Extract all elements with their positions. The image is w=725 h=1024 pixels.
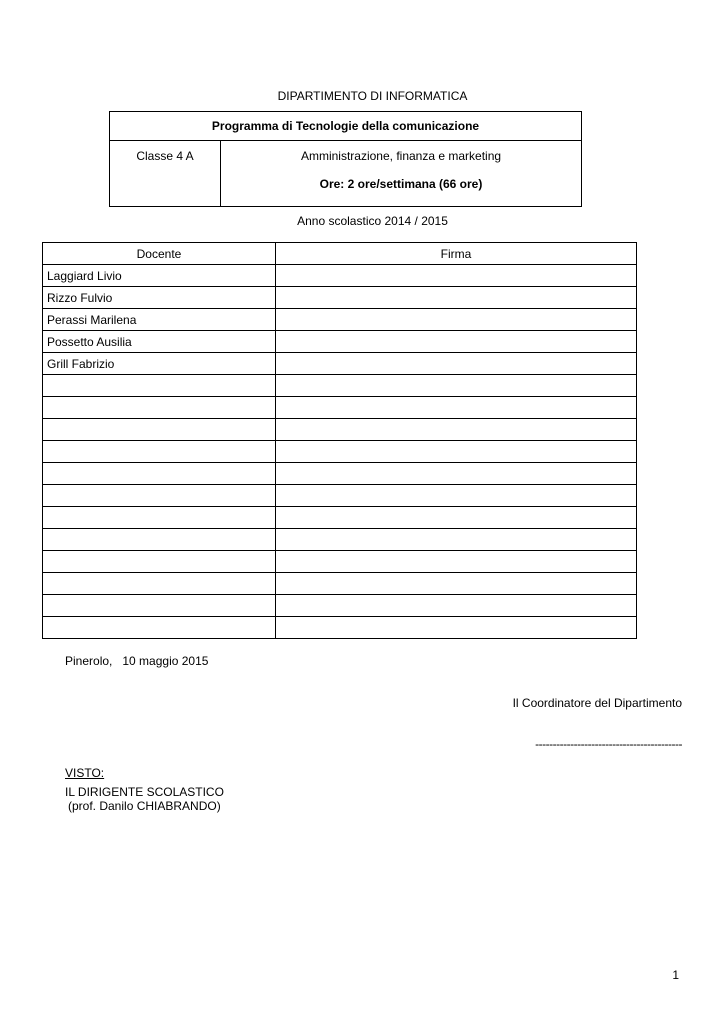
- teacher-name-cell: [43, 595, 276, 617]
- signature-cell[interactable]: [276, 309, 637, 331]
- signature-cell[interactable]: [276, 485, 637, 507]
- signature-cell[interactable]: [276, 375, 637, 397]
- header-docente: Docente: [43, 243, 276, 265]
- signature-cell[interactable]: [276, 287, 637, 309]
- table-row: [43, 375, 637, 397]
- teacher-name-cell: [43, 617, 276, 639]
- course-name: Amministrazione, finanza e marketing: [300, 149, 502, 163]
- table-row: [43, 595, 637, 617]
- school-year: Anno scolastico 2014 / 2015: [297, 214, 448, 228]
- teacher-name-cell: Perassi Marilena: [43, 309, 276, 331]
- signature-line: ------------------------------------------: [535, 737, 682, 751]
- signature-cell[interactable]: [276, 265, 637, 287]
- table-row: [43, 507, 637, 529]
- table-row: [43, 573, 637, 595]
- program-title: Programma di Tecnologie della comunicazione: [110, 112, 582, 141]
- teacher-name-cell: [43, 375, 276, 397]
- signature-cell[interactable]: [276, 529, 637, 551]
- signature-cell[interactable]: [276, 353, 637, 375]
- signature-table: [42, 242, 637, 639]
- table-row: [43, 551, 637, 573]
- teacher-name-cell: Possetto Ausilia: [43, 331, 276, 353]
- principal-name: (prof. Danilo CHIABRANDO): [68, 799, 221, 813]
- table-row: [43, 529, 637, 551]
- table-row: [43, 353, 637, 375]
- table-row: [43, 463, 637, 485]
- class-label: Classe 4 A: [110, 141, 221, 207]
- page-number: 1: [672, 968, 679, 982]
- signature-cell[interactable]: [276, 595, 637, 617]
- teacher-name-cell: [43, 529, 276, 551]
- teacher-name-cell: Laggiard Livio: [43, 265, 276, 287]
- department-title: DIPARTIMENTO DI INFORMATICA: [277, 89, 468, 103]
- teacher-name-cell: [43, 551, 276, 573]
- teacher-name-cell: [43, 441, 276, 463]
- place-date: Pinerolo, 10 maggio 2015: [65, 654, 209, 668]
- signature-cell[interactable]: [276, 617, 637, 639]
- signature-cell[interactable]: [276, 573, 637, 595]
- table-row: [43, 617, 637, 639]
- signature-cell[interactable]: [276, 441, 637, 463]
- weekly-hours: Ore: 2 ore/settimana (66 ore): [319, 177, 483, 191]
- header-firma: Firma: [276, 243, 637, 265]
- signature-cell[interactable]: [276, 463, 637, 485]
- teacher-name-cell: Grill Fabrizio: [43, 353, 276, 375]
- table-row: [43, 331, 637, 353]
- teacher-name-cell: [43, 463, 276, 485]
- teacher-name-cell: Rizzo Fulvio: [43, 287, 276, 309]
- table-row: [43, 309, 637, 331]
- signature-cell[interactable]: [276, 551, 637, 573]
- table-row: [43, 419, 637, 441]
- signature-cell[interactable]: [276, 507, 637, 529]
- signature-cell[interactable]: [276, 397, 637, 419]
- table-row: [43, 485, 637, 507]
- table-row: [43, 397, 637, 419]
- signature-table-header: [43, 243, 637, 265]
- table-row: [43, 441, 637, 463]
- teacher-name-cell: [43, 397, 276, 419]
- signature-cell[interactable]: [276, 419, 637, 441]
- visto-label: VISTO:: [65, 766, 105, 780]
- course-info: [221, 141, 582, 207]
- teacher-name-cell: [43, 573, 276, 595]
- coordinator-label: Il Coordinatore del Dipartimento: [512, 696, 682, 710]
- teacher-name-cell: [43, 507, 276, 529]
- teacher-name-cell: [43, 419, 276, 441]
- signature-cell[interactable]: [276, 331, 637, 353]
- table-row: [43, 265, 637, 287]
- program-header-table: [109, 111, 582, 207]
- principal-title: IL DIRIGENTE SCOLASTICO: [65, 785, 224, 799]
- table-row: [43, 287, 637, 309]
- teacher-name-cell: [43, 485, 276, 507]
